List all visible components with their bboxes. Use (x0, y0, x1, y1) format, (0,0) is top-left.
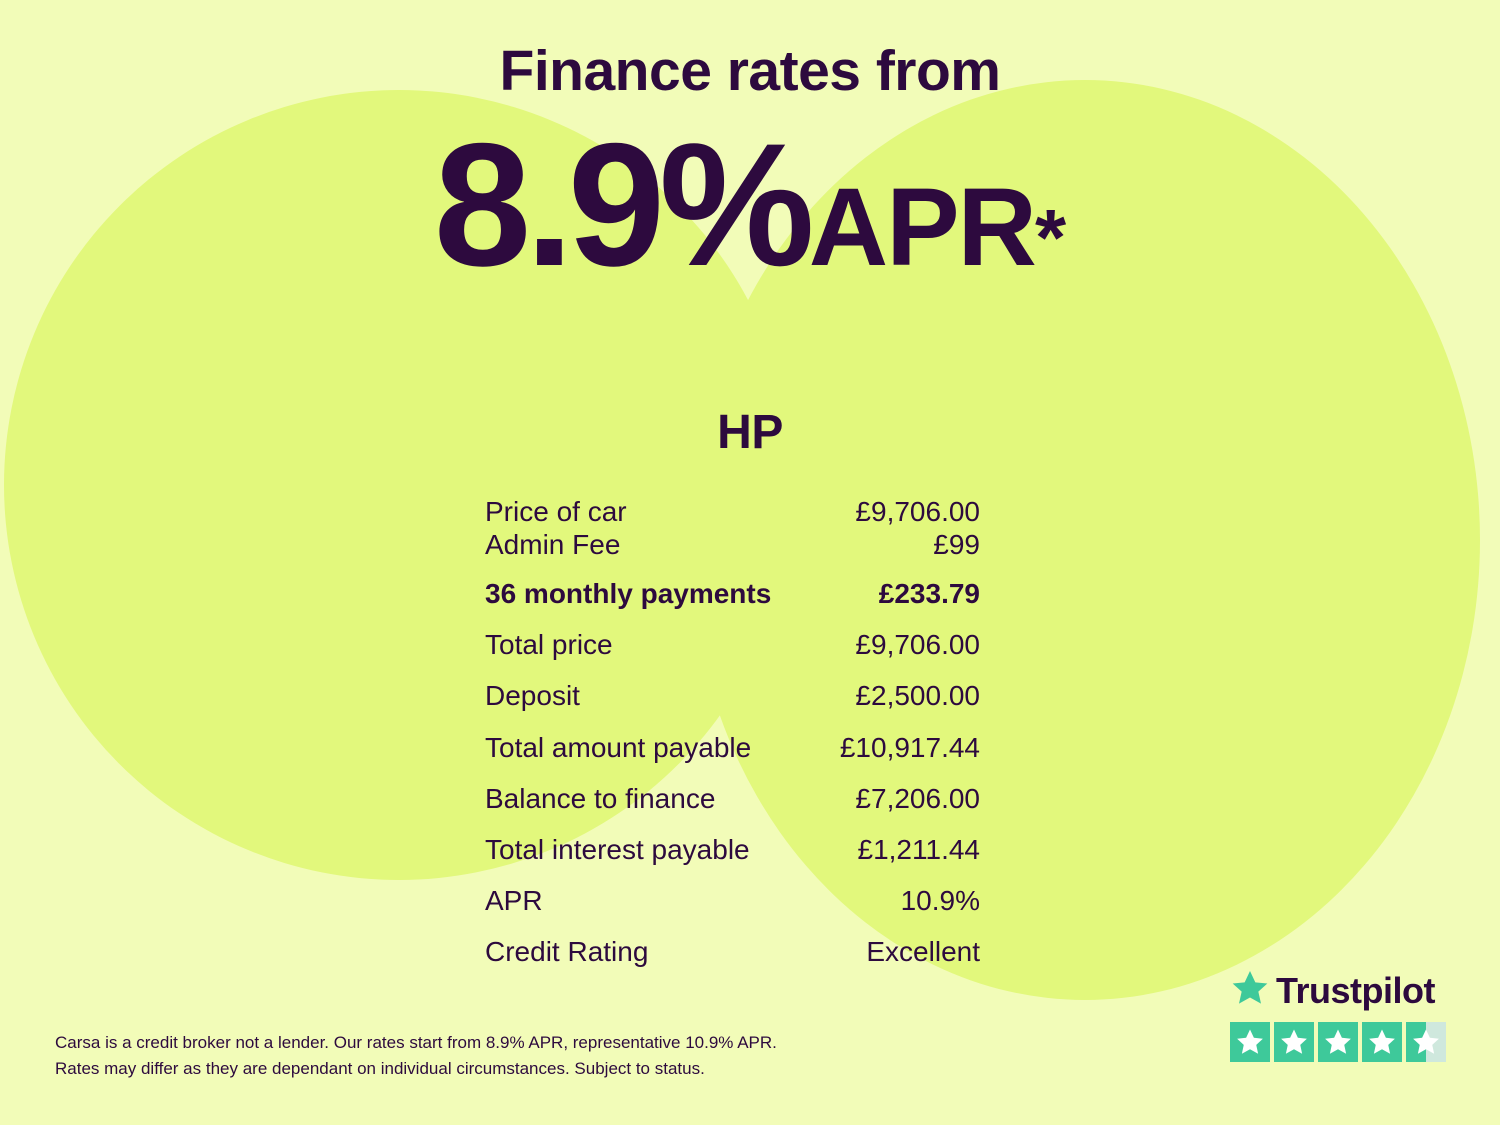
table-row (485, 628, 980, 662)
finance-plan-title: HP (717, 406, 783, 459)
star-icon (1362, 1022, 1402, 1062)
table-row-highlight (485, 577, 980, 611)
disclaimer-line-1: Carsa is a credit broker not a lender. Our rates start from 8.9% APR, representative 10.9% APR. (55, 1033, 777, 1052)
row-value: £233.79 (878, 578, 980, 610)
row-label: Admin Fee (485, 529, 621, 561)
table-row (485, 679, 980, 713)
star-icon (1230, 1022, 1270, 1062)
table-row (485, 884, 980, 918)
trustpilot-star-icon (1230, 968, 1270, 1013)
legal-disclaimer (55, 1030, 777, 1083)
apr-headline (0, 108, 1500, 303)
half-star-icon (1406, 1022, 1446, 1062)
row-value: £7,206.00 (855, 782, 980, 814)
finance-breakdown-table (485, 495, 980, 969)
trustpilot-wordmark: Trustpilot (1276, 969, 1435, 1011)
row-label: Price of car (485, 496, 627, 527)
table-row (485, 833, 980, 867)
row-value: £9,706.00 (855, 496, 980, 527)
table-row (485, 528, 980, 561)
row-value: 10.9% (900, 885, 980, 916)
trustpilot-logo (1230, 968, 1448, 1013)
row-label: Credit Rating (485, 936, 649, 968)
table-row (485, 782, 980, 816)
trustpilot-stars (1230, 1022, 1448, 1062)
row-label: 36 monthly payments (485, 578, 772, 610)
row-label: Balance to finance (485, 782, 716, 814)
page-title: Finance rates from (499, 39, 1001, 103)
star-icon (1274, 1022, 1314, 1062)
row-label: Deposit (485, 680, 580, 712)
row-value: £2,500.00 (855, 680, 980, 712)
disclaimer-line-2: Rates may differ as they are dependant on individual circumstances. Subject to status. (55, 1059, 705, 1079)
row-value: £10,917.44 (839, 731, 980, 763)
row-label: Total amount payable (485, 731, 752, 763)
star-icon (1318, 1022, 1358, 1062)
table-row (485, 495, 980, 528)
apr-label: APR (808, 166, 1035, 289)
row-label: APR (485, 885, 543, 916)
apr-asterisk: * (1035, 193, 1067, 282)
trustpilot-rating (1230, 968, 1448, 1062)
table-row (485, 731, 980, 765)
row-label: Total price (485, 629, 613, 661)
row-value: £9,706.00 (855, 629, 980, 661)
row-label: Total interest payable (485, 833, 750, 865)
table-row (485, 935, 980, 969)
apr-rate-value: 8.9% (433, 108, 809, 303)
row-value: £99 (933, 529, 980, 561)
row-value: £1,211.44 (857, 833, 980, 865)
row-value: Excellent (866, 936, 980, 968)
